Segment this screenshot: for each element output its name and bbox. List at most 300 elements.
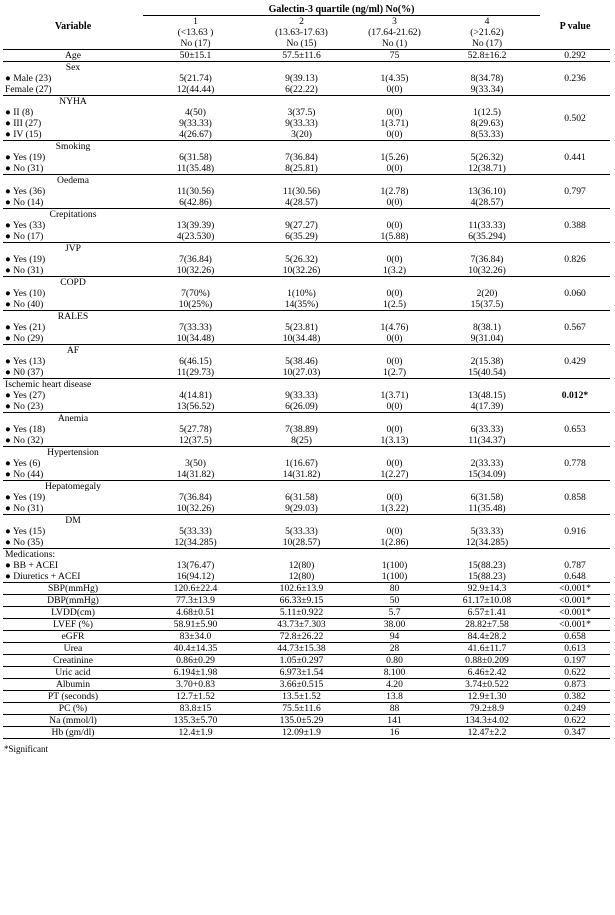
quartile-header-4 <box>434 16 540 50</box>
quartile-1-cell <box>143 243 248 277</box>
table-row <box>3 679 610 691</box>
spacer <box>357 345 432 356</box>
quartile-3-cell: 80 <box>355 583 434 595</box>
footnote: *Significant <box>4 744 48 754</box>
quartile-2-cell <box>248 209 355 243</box>
cell-value: 5(26.32) <box>285 254 318 265</box>
variable-title: DM <box>65 515 81 526</box>
p-value-cell: 0.658 <box>540 631 610 643</box>
variable-cell <box>3 691 143 703</box>
cell-value: 13(56.52) <box>176 401 215 412</box>
quartile-3-cell: 13.8 <box>355 691 434 703</box>
quartile-2-cell: 3.66±0.515 <box>248 679 355 691</box>
cell-value: 1(4.76) <box>380 322 409 333</box>
variable-title: NYHA <box>59 96 87 107</box>
quartile-1-cell <box>143 311 248 345</box>
variable-cell <box>3 631 143 643</box>
quartile-number: 2 <box>299 16 304 27</box>
cell-value: 3(50) <box>185 458 206 469</box>
group-title: Galectin-3 quartile (ng/ml) No(%) <box>143 3 540 16</box>
quartile-3-cell <box>355 243 434 277</box>
quartile-range: (>21.62) <box>470 27 504 38</box>
p-value-cell: 0.797 <box>540 175 610 209</box>
quartile-4-cell <box>434 481 540 515</box>
quartile-4-cell: 0.88±0.209 <box>434 655 540 667</box>
category-label: ● Yes (27) <box>5 390 46 401</box>
cell-value: 15(40.54) <box>468 367 506 378</box>
table-row <box>3 667 610 679</box>
spacer <box>145 413 246 424</box>
cell-value: 57.5±11.6 <box>282 50 321 61</box>
cell-value: 6(46.15) <box>179 356 212 367</box>
variable-title: Age <box>65 50 81 61</box>
cell-value: 9(33.34) <box>470 84 504 95</box>
quartile-4-cell: 6.57±1.41 <box>434 607 540 619</box>
cell-value: 3(37.5) <box>287 107 316 118</box>
cell-value: 1(3.13) <box>380 435 409 446</box>
variable-title: Oedema <box>57 175 89 186</box>
category-label: ● Yes (19) <box>5 492 46 503</box>
cell-value: 9(33.33) <box>285 390 318 401</box>
table-row <box>3 62 610 96</box>
variable-title: Crepitations <box>49 209 97 220</box>
category-label: ● No (14) <box>5 197 44 208</box>
quartile-1-cell <box>143 549 248 583</box>
variable-title: Smoking <box>55 141 91 152</box>
variable-cell <box>3 413 143 447</box>
cell-value: 52.8±16.2 <box>467 50 507 61</box>
category-label: ● N0 (37) <box>5 367 44 378</box>
quartile-2-cell <box>248 50 355 62</box>
spacer <box>250 209 353 220</box>
cell-value: 14(35%) <box>284 299 319 310</box>
cell-value: 10(32.26) <box>176 265 215 276</box>
category-label: ● No (23) <box>5 401 44 412</box>
cell-value: 10(32.26) <box>468 265 506 276</box>
quartile-4-cell <box>434 345 540 379</box>
variable-title: Creatinine <box>53 655 93 666</box>
quartile-number: 3 <box>392 16 397 27</box>
cell-value: 6(31.58) <box>179 152 212 163</box>
spacer <box>357 549 432 560</box>
variable-cell <box>3 243 143 277</box>
cell-value: 8(29.63) <box>470 118 504 129</box>
quartile-3-cell <box>355 413 434 447</box>
p-value-cell: 0.012* <box>540 379 610 413</box>
quartile-3-cell <box>355 141 434 175</box>
cell-value: 10(34.48) <box>282 333 321 344</box>
cell-value: 11(33.33) <box>468 220 506 231</box>
quartile-1-cell: 40.4±14.35 <box>143 643 248 655</box>
spacer <box>250 96 353 107</box>
quartile-4-cell <box>434 62 540 96</box>
quartile-3-cell <box>355 549 434 583</box>
variable-cell <box>3 515 143 549</box>
spacer <box>436 345 538 356</box>
p-value-cell: 0.060 <box>540 277 610 311</box>
quartile-4-cell <box>434 549 540 583</box>
quartile-1-cell <box>143 379 248 413</box>
spacer <box>357 277 432 288</box>
variable-cell <box>3 481 143 515</box>
variable-title: Urea <box>63 643 83 654</box>
cell-value: 4(23.530) <box>176 231 215 242</box>
variable-title: Hepatomegaly <box>45 481 101 492</box>
cell-value: 4(26.67) <box>179 129 212 140</box>
table-row <box>3 607 610 619</box>
quartile-1-cell <box>143 209 248 243</box>
quartile-2-cell: 43.73±7.303 <box>248 619 355 631</box>
spacer <box>250 345 353 356</box>
quartile-3-cell: 0.80 <box>355 655 434 667</box>
spacer <box>145 481 246 492</box>
quartile-3-cell: 50 <box>355 595 434 607</box>
category-label: ● BB + ACEI <box>5 560 59 571</box>
category-label: ● III (27) <box>5 118 42 129</box>
cell-value: 50±15.1 <box>179 50 212 61</box>
variable-cell <box>3 703 143 715</box>
spacer <box>145 96 246 107</box>
variable-title: DBP(mmHg) <box>47 595 99 606</box>
variable-title: Hypertension <box>47 447 99 458</box>
cell-value: 10(28.57) <box>282 537 321 548</box>
spacer <box>357 481 432 492</box>
cell-value: 11(29.73) <box>176 367 215 378</box>
cell-value: 4(17.39) <box>470 401 504 412</box>
variable-cell <box>3 96 143 141</box>
category-label: ● No (44) <box>5 469 44 480</box>
table-row <box>3 50 610 62</box>
table-row <box>3 595 610 607</box>
cell-value: 11(35.48) <box>176 163 215 174</box>
quartile-4-cell <box>434 311 540 345</box>
variable-title: Anemia <box>57 413 89 424</box>
cell-value: 4(28.57) <box>470 197 504 208</box>
variable-title: JVP <box>65 243 81 254</box>
quartile-3-cell: 4.20 <box>355 679 434 691</box>
p-value-cell: <0.001* <box>540 607 610 619</box>
quartile-header-1 <box>143 16 248 50</box>
quartile-1-cell: 135.3±5.70 <box>143 715 248 727</box>
cell-value: 5(23.81) <box>285 322 318 333</box>
p-value-cell: 0.778 <box>540 447 610 481</box>
p-value-cell: <0.001* <box>540 619 610 631</box>
cell-value: 5(21.74) <box>179 73 212 84</box>
category-label: ● Yes (33) <box>5 220 46 231</box>
spacer <box>250 141 353 152</box>
cell-value: 0(0) <box>386 254 403 265</box>
table-row <box>3 715 610 727</box>
cell-value: 9(39.13) <box>285 73 318 84</box>
spacer <box>357 311 432 322</box>
cell-value: 9(27.27) <box>285 220 318 231</box>
cell-value: 1(100) <box>381 560 408 571</box>
quartile-2-cell: 13.5±1.52 <box>248 691 355 703</box>
spacer <box>357 413 432 424</box>
spacer <box>436 379 538 390</box>
quartile-4-cell: 134.3±4.02 <box>434 715 540 727</box>
category-label: ● Yes (15) <box>5 526 46 537</box>
variable-title: AF <box>66 345 80 356</box>
variable-cell <box>3 209 143 243</box>
quartile-2-cell <box>248 277 355 311</box>
cell-value: 5(33.33) <box>179 526 212 537</box>
spacer <box>250 379 353 390</box>
p-value-cell: 0.236 <box>540 62 610 96</box>
variable-title: COPD <box>60 277 86 288</box>
quartile-3-cell: 8.100 <box>355 667 434 679</box>
table-row <box>3 655 610 667</box>
cell-value: 15(37.5) <box>470 299 504 310</box>
category-label: ● Diuretics + ACEI <box>5 571 81 582</box>
cell-value: 8(53.33) <box>470 129 504 140</box>
quartile-3-cell <box>355 96 434 141</box>
category-label: ● No (40) <box>5 299 44 310</box>
cell-value: 1(4.35) <box>380 73 409 84</box>
variable-title: LVEF (%) <box>53 619 93 630</box>
quartile-2-cell: 72.8±26.22 <box>248 631 355 643</box>
cell-value: 2(33.33) <box>470 458 504 469</box>
cell-value: 0(0) <box>386 84 403 95</box>
cell-value: 7(36.84) <box>179 492 212 503</box>
quartile-3-cell: 5.7 <box>355 607 434 619</box>
quartile-4-cell: 6.46±2.42 <box>434 667 540 679</box>
quartile-1-cell <box>143 50 248 62</box>
quartile-3-cell <box>355 209 434 243</box>
category-label: ● IV (15) <box>5 129 42 140</box>
cell-value: 15(34.09) <box>468 469 506 480</box>
cell-value: 5(33.33) <box>285 526 318 537</box>
cell-value: 0(0) <box>386 424 403 435</box>
spacer <box>357 379 432 390</box>
spacer <box>250 311 353 322</box>
quartile-3-cell <box>355 379 434 413</box>
cell-value: 7(38.89) <box>285 424 318 435</box>
variable-title: PC (%) <box>58 703 88 714</box>
variable-cell <box>3 655 143 667</box>
spacer <box>250 62 353 73</box>
variable-cell <box>3 667 143 679</box>
spacer <box>250 175 353 186</box>
category-label: ● No (29) <box>5 333 44 344</box>
quartile-3-cell <box>355 345 434 379</box>
cell-value: 5(26.32) <box>470 152 504 163</box>
cell-value: 10(32.26) <box>282 265 321 276</box>
table-row <box>3 345 610 379</box>
cell-value: 0(0) <box>386 356 403 367</box>
quartile-1-cell <box>143 277 248 311</box>
table-row <box>3 643 610 655</box>
table-page <box>3 0 610 754</box>
spacer <box>250 243 353 254</box>
galectin-quartile-table <box>3 3 610 739</box>
quartile-2-cell <box>248 62 355 96</box>
cell-value: 0(0) <box>386 333 403 344</box>
p-value-cell: 0.653 <box>540 413 610 447</box>
quartile-2-cell: 12.09±1.9 <box>248 727 355 739</box>
quartile-1-cell <box>143 175 248 209</box>
cell-value: 1(3.71) <box>380 390 409 401</box>
quartile-count: No (17) <box>180 38 211 49</box>
spacer <box>357 175 432 186</box>
spacer <box>436 447 538 458</box>
quartile-3-cell <box>355 447 434 481</box>
cell-value: 1(12.5) <box>473 107 501 118</box>
spacer <box>357 96 432 107</box>
cell-value: 3(20) <box>291 129 312 140</box>
cell-value: 12(37.5) <box>179 435 212 446</box>
variable-cell <box>3 583 143 595</box>
variable-cell <box>3 619 143 631</box>
cell-value: 1(2.86) <box>380 537 409 548</box>
cell-value: 6(22.22) <box>285 84 318 95</box>
spacer <box>436 243 538 254</box>
variable-cell <box>3 607 143 619</box>
spacer <box>145 379 246 390</box>
quartile-3-cell: 88 <box>355 703 434 715</box>
spacer <box>436 481 538 492</box>
cell-value: 9(31.04) <box>470 333 504 344</box>
cell-value: 2(20) <box>476 288 498 299</box>
spacer <box>145 515 246 526</box>
quartile-2-cell <box>248 243 355 277</box>
quartile-1-cell: 12.4±1.9 <box>143 727 248 739</box>
p-value-cell: 0.622 <box>540 667 610 679</box>
cell-value: 11(30.56) <box>176 186 215 197</box>
cell-value: 0(0) <box>386 220 403 231</box>
quartile-1-cell: 120.6±22.4 <box>143 583 248 595</box>
spacer <box>357 209 432 220</box>
quartile-3-cell <box>355 277 434 311</box>
quartile-1-cell <box>143 481 248 515</box>
cell-value: 1(2.27) <box>380 469 409 480</box>
cell-value: 7(36.84) <box>285 152 318 163</box>
spacer <box>542 549 608 560</box>
table-row <box>3 703 610 715</box>
quartile-3-cell <box>355 311 434 345</box>
quartile-1-cell <box>143 96 248 141</box>
p-value-cell: 0.249 <box>540 703 610 715</box>
quartile-4-cell: 28.82±7.58 <box>434 619 540 631</box>
quartile-4-cell: 92.9±14.3 <box>434 583 540 595</box>
quartile-2-cell <box>248 311 355 345</box>
cell-value: 0(0) <box>386 288 403 299</box>
table-row <box>3 631 610 643</box>
cell-value: 7(33.33) <box>179 322 212 333</box>
cell-value: 9(33.33) <box>285 118 318 129</box>
cell-value: 11(30.56) <box>282 186 321 197</box>
spacer <box>250 413 353 424</box>
p-value-cell: 0.613 <box>540 643 610 655</box>
variable-cell <box>3 715 143 727</box>
quartile-2-cell: 1.05±0.297 <box>248 655 355 667</box>
category-label: Female (27) <box>5 84 52 95</box>
quartile-3-cell <box>355 515 434 549</box>
quartile-4-cell <box>434 277 540 311</box>
cell-value: 5(33.33) <box>470 526 504 537</box>
cell-value: 15(88.23) <box>468 560 506 571</box>
cell-value: 10(32.26) <box>176 503 215 514</box>
cell-value: 10(34.48) <box>176 333 215 344</box>
variable-title: PT (seconds) <box>47 691 99 702</box>
spacer <box>145 549 246 560</box>
p-value-cell: 0.826 <box>540 243 610 277</box>
spacer <box>357 243 432 254</box>
table-row <box>3 379 610 413</box>
variable-title: eGFR <box>61 631 85 642</box>
quartile-4-cell <box>434 175 540 209</box>
cell-value: 0(0) <box>386 401 403 412</box>
quartile-2-cell <box>248 481 355 515</box>
cell-value: 11(34.37) <box>468 435 506 446</box>
table-row-medications <box>3 549 610 583</box>
category-label: ● No (17) <box>5 231 44 242</box>
quartile-3-cell <box>355 481 434 515</box>
quartile-1-cell: 3.70+0.83 <box>143 679 248 691</box>
cell-value: 1(2.78) <box>380 186 409 197</box>
quartile-2-cell <box>248 96 355 141</box>
quartile-4-cell <box>434 447 540 481</box>
cell-value: 0(0) <box>386 197 403 208</box>
table-row <box>3 481 610 515</box>
cell-value: 7(36.84) <box>179 254 212 265</box>
cell-value: 13(48.15) <box>468 390 506 401</box>
spacer <box>357 447 432 458</box>
quartile-3-cell: 16 <box>355 727 434 739</box>
cell-value: 0(0) <box>386 107 403 118</box>
quartile-4-cell <box>434 209 540 243</box>
quartile-4-cell: 79.2±8.9 <box>434 703 540 715</box>
quartile-2-cell: 75.5±11.6 <box>248 703 355 715</box>
cell-value: 1(2.7) <box>382 367 407 378</box>
variable-title: RALES <box>57 311 89 322</box>
table-row <box>3 311 610 345</box>
cell-value: 75 <box>389 50 400 61</box>
variable-title: Na (mmol/l) <box>49 715 97 726</box>
table-row <box>3 96 610 141</box>
spacer <box>145 175 246 186</box>
quartile-4-cell: 12.9±1.30 <box>434 691 540 703</box>
p-value-header: P value <box>540 3 610 50</box>
category-label: ● Yes (19) <box>5 254 46 265</box>
spacer <box>357 515 432 526</box>
cell-value: 10(25%) <box>178 299 213 310</box>
cell-value: 2(15.38) <box>470 356 504 367</box>
cell-value: 6(35.29) <box>285 231 318 242</box>
category-label: ● Yes (10) <box>5 288 46 299</box>
quartile-2-cell <box>248 413 355 447</box>
quartile-1-cell <box>143 141 248 175</box>
quartile-4-cell <box>434 515 540 549</box>
spacer <box>250 277 353 288</box>
cell-value: 7(36.84) <box>470 254 504 265</box>
quartile-4-cell: 12.47±2.2 <box>434 727 540 739</box>
cell-value: 10(27.03) <box>282 367 321 378</box>
cell-value: 13(36.10) <box>468 186 506 197</box>
quartile-1-cell <box>143 62 248 96</box>
variable-cell <box>3 277 143 311</box>
quartile-2-cell: 102.6±13.9 <box>248 583 355 595</box>
category-label: ● Yes (21) <box>5 322 46 333</box>
quartile-4-cell: 61.17±10.08 <box>434 595 540 607</box>
cell-value: 15(88.23) <box>468 571 506 582</box>
cell-value: 0(0) <box>386 526 403 537</box>
spacer <box>145 277 246 288</box>
category-label: ● No (31) <box>5 503 44 514</box>
cell-value: 1(5.26) <box>380 152 409 163</box>
quartile-2-cell: 135.0±5.29 <box>248 715 355 727</box>
quartile-4-cell <box>434 379 540 413</box>
